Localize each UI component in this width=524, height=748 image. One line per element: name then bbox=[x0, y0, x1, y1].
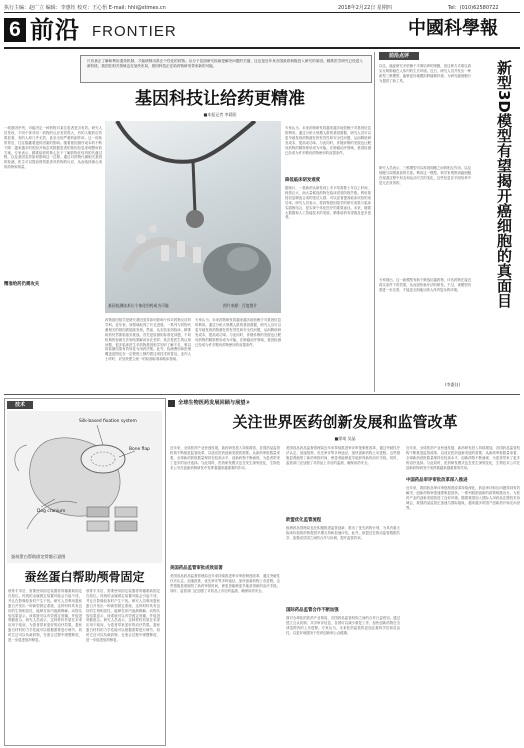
article-photo bbox=[105, 121, 281, 313]
sidebar-label: 前沿点评 bbox=[379, 52, 419, 60]
tech-figure bbox=[7, 411, 162, 563]
article2-col-1a: 近年来，全球医药产业快速发展，新药研发投入持续增加，各国药品监管机构不断推进监管改革，以适应医药创新发展的需要。从新药审批数量来看，全球新药获批数量保持在较高水平，创新药物不断涌现，为患者带来了更多的治疗选择。与此同时，医药研发模式也在发生深刻变化，生物技术公司在创新药物研发中发挥着越来越重要的作用。 bbox=[170, 446, 280, 470]
article2-col-1b: 美国食品药品监督管理局近年来持续推进审评审批制度改革，通过突破性疗法认定、加速批准、优先审评等多种途径，加快创新药物上市进程。这些措施显著缩短了新药审批时间，使患者能够更早地获得新的治疗手段。同时，监管部门还加强了对药品上市后的监测，确保用药安全。 bbox=[170, 574, 280, 593]
sidebar-body-3: 专家指出，这一新模型有助于筛选抗癌药物，评估药物在接近真实条件下的效果，从而加快新疗法的研发。不过，该模型仍需进一步完善，才能更全面地反映人体内复杂的环境。 bbox=[379, 278, 471, 292]
series-label: 全球生物医药发展回顾与展望② bbox=[178, 400, 250, 406]
header-meta: 执行主编：赵广立 编辑：李惠钰 校对：王心怡 E-mail: hhli@stimes.cn bbox=[4, 5, 166, 11]
tech-col-1: 颅骨手术后，需要使用固定装置将骨瓣重新固定在原位。传统的金属固定装置可能会引起不适，并且在影像检查时产生干扰。研究人员利用蚕丝蛋白开发出一种新型固定系统，这种材料具有良好的生物相容性，能够在体内逐渐降解。动物实验结果显示，该系统可以有效固定骨瓣，并促进骨骼愈合。研究人员表示，这种材料有望在未来应用于临床，为患者带来更好的治疗效果。蚕丝蛋白材料的力学性能可以根据需要进行调节，同时它还可以负载药物，在愈合过程中缓慢释放，进一步促进组织修复。 bbox=[8, 589, 82, 643]
figure-label-bone: Bone flap bbox=[129, 447, 150, 452]
photo-credit: 图片来源：百度图片 bbox=[223, 303, 258, 308]
article2-byline: ■徐琦 吴晶 bbox=[334, 436, 356, 441]
article-title: 基因科技让给药更精准 bbox=[135, 89, 305, 109]
article-col-1: 一段基因序列，可能决定一种药物对某位患者是否有效。研究人员发现，不同个体对同一药物的反应差异很大，有的人服药后效果显著，有的人却几乎无效，甚至出现严重的副作用。这一现象的背后，往往隐藏着遗传因素的影响。随着基因测序成本的不断下降，越来越多的医院开始尝试根据患者的基因信息来调整用药方案。专家表示，精准给药的核心在于了解药物在体内的代谢过程，以及基因变异如何影响这一过程。通过对药物代谢相关基因的检测，医生可以提前预判患者对药物的反应，从而选择最合适的药物和剂量。 bbox=[4, 126, 102, 170]
article2-subhead-a: 美国药品监管审批成效显著 bbox=[170, 566, 223, 571]
article-subhead-1: 精准给药仍需攻关 bbox=[4, 282, 102, 288]
sidebar-body-2: 研究人员表示，三维模型可以再现细胞之间的相互作用，以及细胞与周围基质的关系。利用这一模型，科学家观察到癌细胞在侵袭过程中形态和运动方式的变化，这些信息在平面培养中是无法获得的。 bbox=[379, 166, 471, 185]
article2-col-3a: 近年来，全球医药产业快速发展，新药研发投入持续增加，各国药品监管机构不断推进监管改革，以适应医药创新发展的需要。从新药审批数量来看，全球新药获批数量保持在较高水平，创新药物不断涌现，为患者带来了更多的治疗选择。与此同时，医药研发模式也在发生深刻变化，生物技术公司在创新药物研发中发挥着越来越重要的作用。 bbox=[406, 446, 520, 470]
article2-subhead-d: 国际药品监管合作不断加强 bbox=[286, 608, 339, 613]
figure-caption: 蚕丝蛋白帮助固定骨骼示意图 bbox=[11, 554, 66, 559]
article-col-2: 药物基因组学是研究基因变异如何影响个体对药物反应的学科。近年来，该领域取得了长足进展，一系列与药物代谢相关的基因被陆续发现。然而，从实验室到临床，精准给药仍然面临诸多挑战。首先是检测的标准化问题，不同机构的检测方法和结果解读存在差异；其次是医生的认知问题，很多临床医生对药物基因组学知识了解不足，难以将检测结果有效转化为用药决策。此外，检测费用和医保覆盖范围也在一定程度上制约着这项技术的普及。业内人士呼吁，应加快建立统一的检测标准和临床指南。 bbox=[105, 318, 191, 362]
article2-subhead-c: 中国药品审评审批改革深入推进 bbox=[406, 478, 468, 483]
section-title: 前沿 bbox=[30, 16, 80, 44]
article2-col-2a: 美国食品药品监督管理局近年来持续推进审评审批制度改革，通过突破性疗法认定、加速批准、优先审评等多种途径，加快创新药物上市进程。这些措施显著缩短了新药审批时间，使患者能够更早地获得新的治疗手段。同时，监管部门还加强了对药品上市后的监测，确保用药安全。 bbox=[286, 446, 400, 465]
section-en: FRONTIER bbox=[92, 23, 177, 40]
article2-col-2b: 欧洲药品管理局也在积极推进监管创新，推出了优先药物计划，为具有重大临床价值的药物提供早期支持和加速评估。此外，欧盟还在推动监管数据共享，加强成员国之间的合作与协调，提升监管效率。 bbox=[286, 526, 400, 540]
intro-text: 只有真正了解和利用遗传机制，才能研制出真正个性化的药物。从分子层面研究疾病是解决问题的关键，这也是近年来各国政府积极投入研究的原因。精准医学研究已经进入新阶段，我国在相关领域也在加快布局，基因科技正在给药物研发带来新的可能。 bbox=[87, 59, 363, 68]
article-col-3: 专家认为，未来药物研发将越来越多地依赖于对基因信息的利用。通过分析大规模人群的基因数据，研究人员可以更早地发现药物潜在的有效性和安全性问题，从而降低研发成本，提高成功率。与此同时，伴随诊断的发展也让靶向药物的精准使用成为可能。在肿瘤治疗领域，基因检测已经成为许多靶向药物使用的前提条件。 bbox=[195, 318, 281, 347]
photo-caption: 基因检测技术让个体化用药成为可能 bbox=[108, 303, 169, 308]
issue-date: 2018年2月22日 星期四 bbox=[338, 5, 392, 11]
masthead: 中國科學報 bbox=[408, 18, 498, 39]
tech-box bbox=[4, 398, 166, 746]
article2-col-3: 近年来，我国药品审评审批制度改革持续深化，药品审评积压问题得到有效解决，创新药物审批速度明显加快。一系列鼓励创新的政策相继出台，为医药产业的创新发展营造了良好环境。随着我国加入国际人用药品注册技术协调会，我国药品监管正加速与国际接轨，越来越多的国产创新药开始走向世界。 bbox=[406, 486, 520, 510]
tech-label: 技术 bbox=[7, 401, 33, 409]
sidebar-author: (李惠钰) bbox=[445, 382, 461, 387]
tech-title: 蚕丝蛋白帮助颅骨固定 bbox=[24, 570, 145, 584]
phone: Tel：(010)62580722 bbox=[448, 5, 499, 11]
intro-box bbox=[80, 55, 372, 83]
article-subhead-2: 降低临床研发难度 bbox=[285, 178, 321, 183]
tech-col-2: 颅骨手术后，需要使用固定装置将骨瓣重新固定在原位。传统的金属固定装置可能会引起不适，并且在影像检查时产生干扰。研究人员利用蚕丝蛋白开发出一种新型固定系统，这种材料具有良好的生物相容性，能够在体内逐渐降解。动物实验结果显示，该系统可以有效固定骨瓣，并促进骨骼愈合。研究人员表示，这种材料有望在未来应用于临床，为患者带来更好的治疗效果。蚕丝蛋白材料的力学性能可以根据需要进行调节，同时它还可以负载药物，在愈合过程中缓慢释放，进一步促进组织修复。 bbox=[86, 589, 160, 643]
article2-col-2c: 面对全球化的医药产业格局，各国药品监管机构之间的合作日益密切。通过建立互认机制、共享审评信息，各国可以减少重复工作，加快创新药物在全球范围内的上市进程。专家认为，未来医药监管将更加注重科学性和灵活性，以更好地服务于医药创新和公众健康。 bbox=[286, 616, 400, 635]
article2-title: 关注世界医药创新发展和监管改革 bbox=[232, 413, 458, 431]
figure-label-cranium: Dog cranium bbox=[37, 509, 66, 514]
figure-label-fixation: Silk-based fixation system bbox=[79, 419, 137, 424]
sidebar-title: 新型3D模型有望揭开癌细胞的真面目 bbox=[495, 60, 513, 308]
article-byline: ■本报记者 李晨阳 bbox=[203, 112, 237, 117]
article2-subhead-b: 欧盟优化监管流程 bbox=[286, 518, 322, 523]
page-number: 6 bbox=[4, 18, 26, 42]
article-col-4a: 专家认为，未来药物研发将越来越多地依赖于对基因信息的利用。通过分析大规模人群的基因数据，研究人员可以更早地发现药物潜在的有效性和安全性问题，从而降低研发成本，提高成功率。与此同时，伴随诊断的发展也让靶向药物的精准使用成为可能。在肿瘤治疗领域，基因检测已经成为许多靶向药物使用的前提条件。 bbox=[285, 126, 371, 155]
sidebar-body-1: 以往，癌症研究多依赖于平面培养的细胞，但这种方式难以真实反映肿瘤在人体内的生长环境。近日，研究人员开发出一种新型三维模型，能够更好地模拟肿瘤微环境，为研究癌细胞行为提供了新工具。 bbox=[379, 64, 471, 83]
series-marker bbox=[168, 400, 175, 407]
article-col-4: 据统计，一款新药从研发到上市平均需要十年以上时间，耗资巨大，而大量候选药物在临床试验阶段失败。利用基因信息筛选合适的受试人群，可以显著提高临床试验的成功率。研究人员表示，将药物基因组学的研究成果与临床实践相结合，是实现个体化医疗的重要途径。未来，随着大数据和人工智能技术的发展，精准给药有望惠及更多患者。 bbox=[285, 186, 371, 220]
